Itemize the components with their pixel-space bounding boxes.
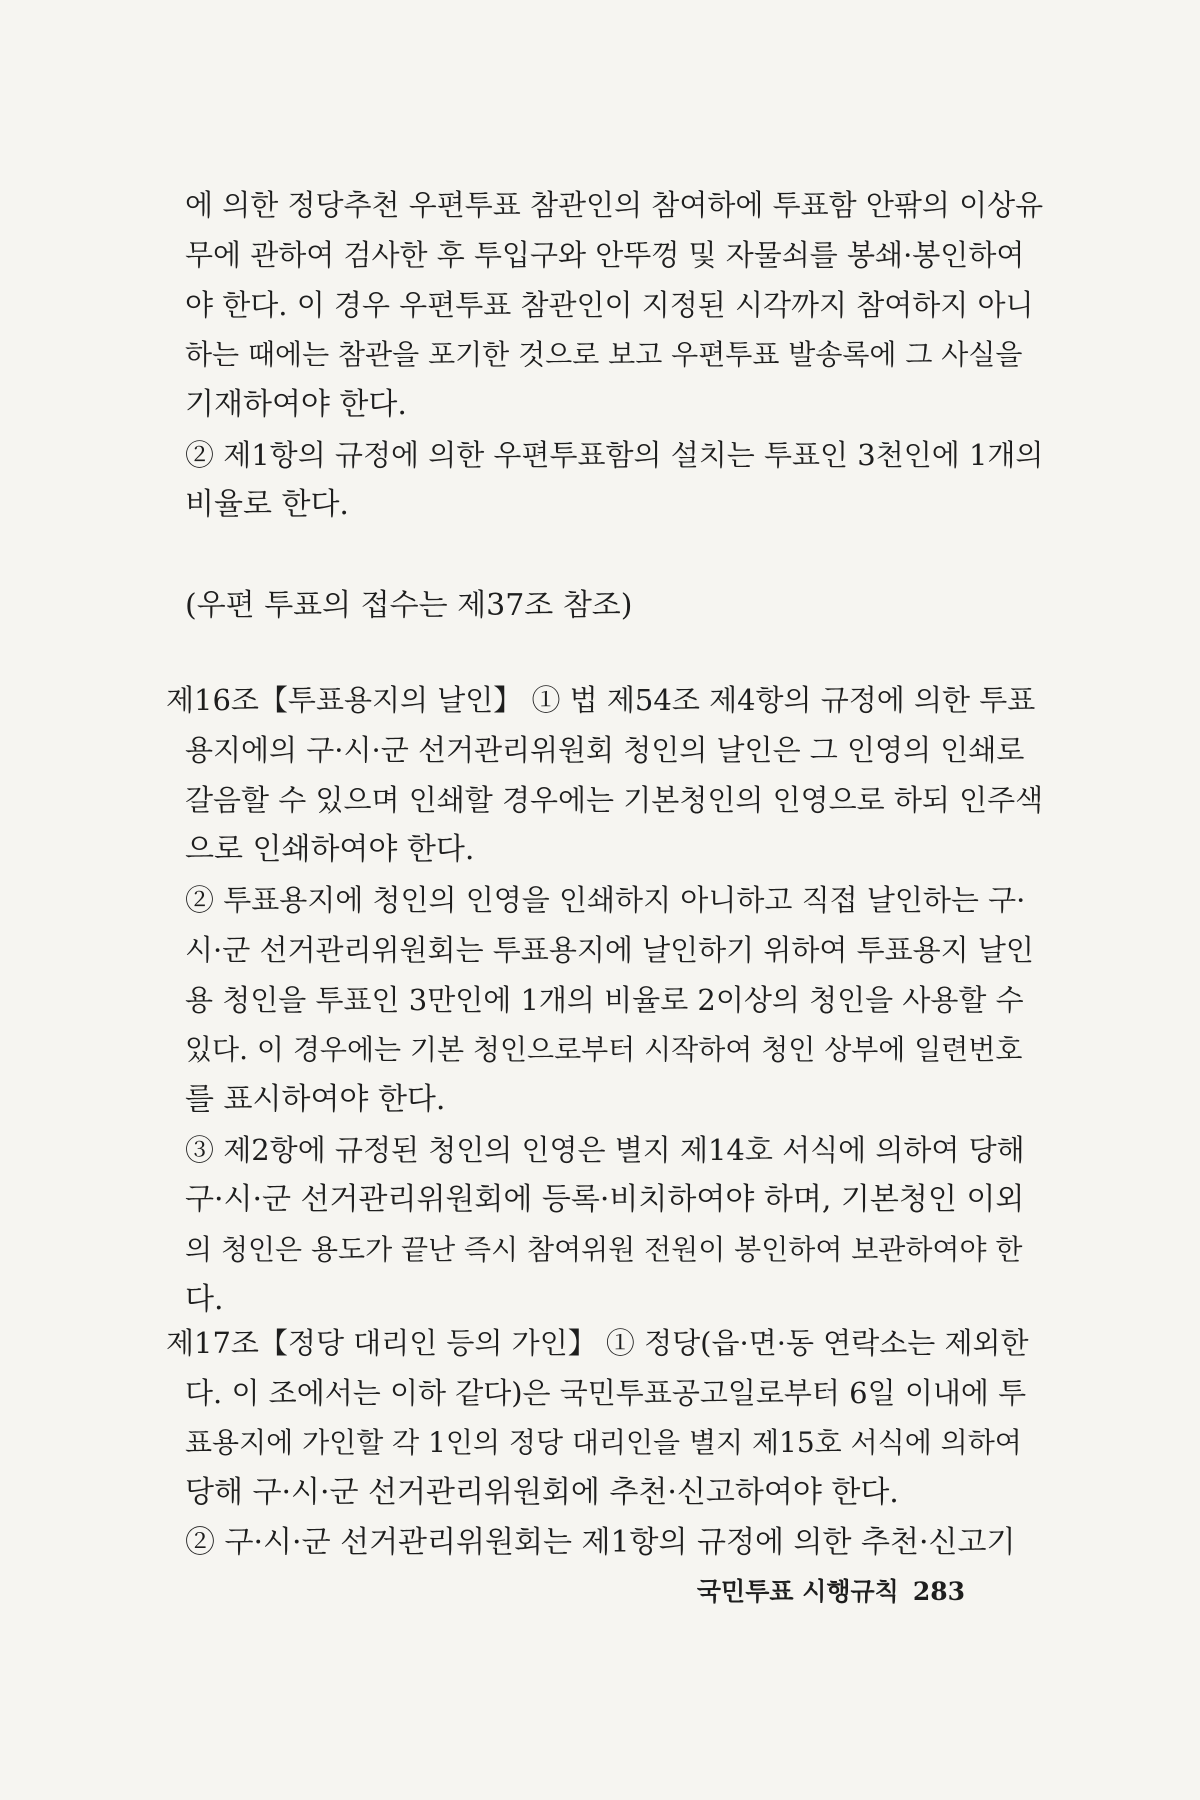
text-line: 구·시·군 선거관리위원회에 등록·비치하여야 하며, 기본청인 이외 xyxy=(185,1182,1025,1217)
text-line: 갈음할 수 있으며 인쇄할 경우에는 기본청인의 인영으로 하되 인주색 xyxy=(185,783,1044,817)
text-line: 에 의한 정당추천 우편투표 참관인의 참여하에 투표함 안팎의 이상유 xyxy=(185,188,1044,222)
running-footer xyxy=(697,1572,965,1608)
text-line: ② 구·시·군 선거관리위원회는 제1항의 규정에 의한 추천·신고기 xyxy=(185,1525,1016,1560)
text-line: 무에 관하여 검사한 후 투입구와 안뚜껑 및 자물쇠를 봉쇄·봉인하여 xyxy=(185,238,1025,272)
article-heading-line: 제17조【정당 대리인 등의 가인】 ① 정당(읍·면·동 연락소는 제외한 xyxy=(166,1326,1029,1360)
text-line: 용지에의 구·시·군 선거관리위원회 청인의 날인은 그 인영의 인쇄로 xyxy=(185,733,1025,767)
text-line: 용 청인을 투표인 3만인에 1개의 비율로 2이상의 청인을 사용할 수 xyxy=(185,983,1024,1017)
text-line: ② 제1항의 규정에 의한 우편투표함의 설치는 투표인 3천인에 1개의 xyxy=(185,438,1044,472)
text-line: ② 투표용지에 청인의 인영을 인쇄하지 아니하고 직접 날인하는 구· xyxy=(185,883,1026,917)
text-line: ③ 제2항에 규정된 청인의 인영은 별지 제14호 서식에 의하여 당해 xyxy=(185,1133,1025,1167)
text-line: 를 표시하여야 한다. xyxy=(185,1082,446,1117)
text-line: 야 한다. 이 경우 우편투표 참관인이 지정된 시각까지 참여하지 아니 xyxy=(185,288,1034,322)
footer-title: 국민투표 시행규칙 xyxy=(696,1577,899,1606)
text-line: 다. 이 조에서는 이하 같다)은 국민투표공고일로부터 6일 이내에 투 xyxy=(185,1376,1027,1410)
text-line: 있다. 이 경우에는 기본 청인으로부터 시작하여 청인 상부에 일련번호 xyxy=(185,1033,1023,1066)
text-line: 의 청인은 용도가 끝난 즉시 참여위원 전원이 봉인하여 보관하여야 한 xyxy=(185,1233,1023,1266)
text-line: 다. xyxy=(185,1282,224,1317)
text-line: 비율로 한다. xyxy=(185,487,349,522)
text-line: 표용지에 가인할 각 1인의 정당 대리인을 별지 제15호 서식에 의하여 xyxy=(185,1426,1022,1459)
text-line: 시·군 선거관리위원회는 투표용지에 날인하기 위하여 투표용지 날인 xyxy=(185,933,1034,967)
text-line: 으로 인쇄하여야 한다. xyxy=(185,832,475,867)
page-number: 283 xyxy=(912,1577,965,1606)
text-line: 하는 때에는 참관을 포기한 것으로 보고 우편투표 발송록에 그 사실을 xyxy=(185,338,1023,371)
text-line: 당해 구·시·군 선거관리위원회에 추천·신고하여야 한다. xyxy=(185,1475,899,1510)
reference-note: (우편 투표의 접수는 제37조 참조) xyxy=(185,588,633,623)
text-line: 기재하여야 한다. xyxy=(185,387,407,422)
article-heading-line: 제16조【투표용지의 날인】 ① 법 제54조 제4항의 규정에 의한 투표 xyxy=(166,683,1036,717)
